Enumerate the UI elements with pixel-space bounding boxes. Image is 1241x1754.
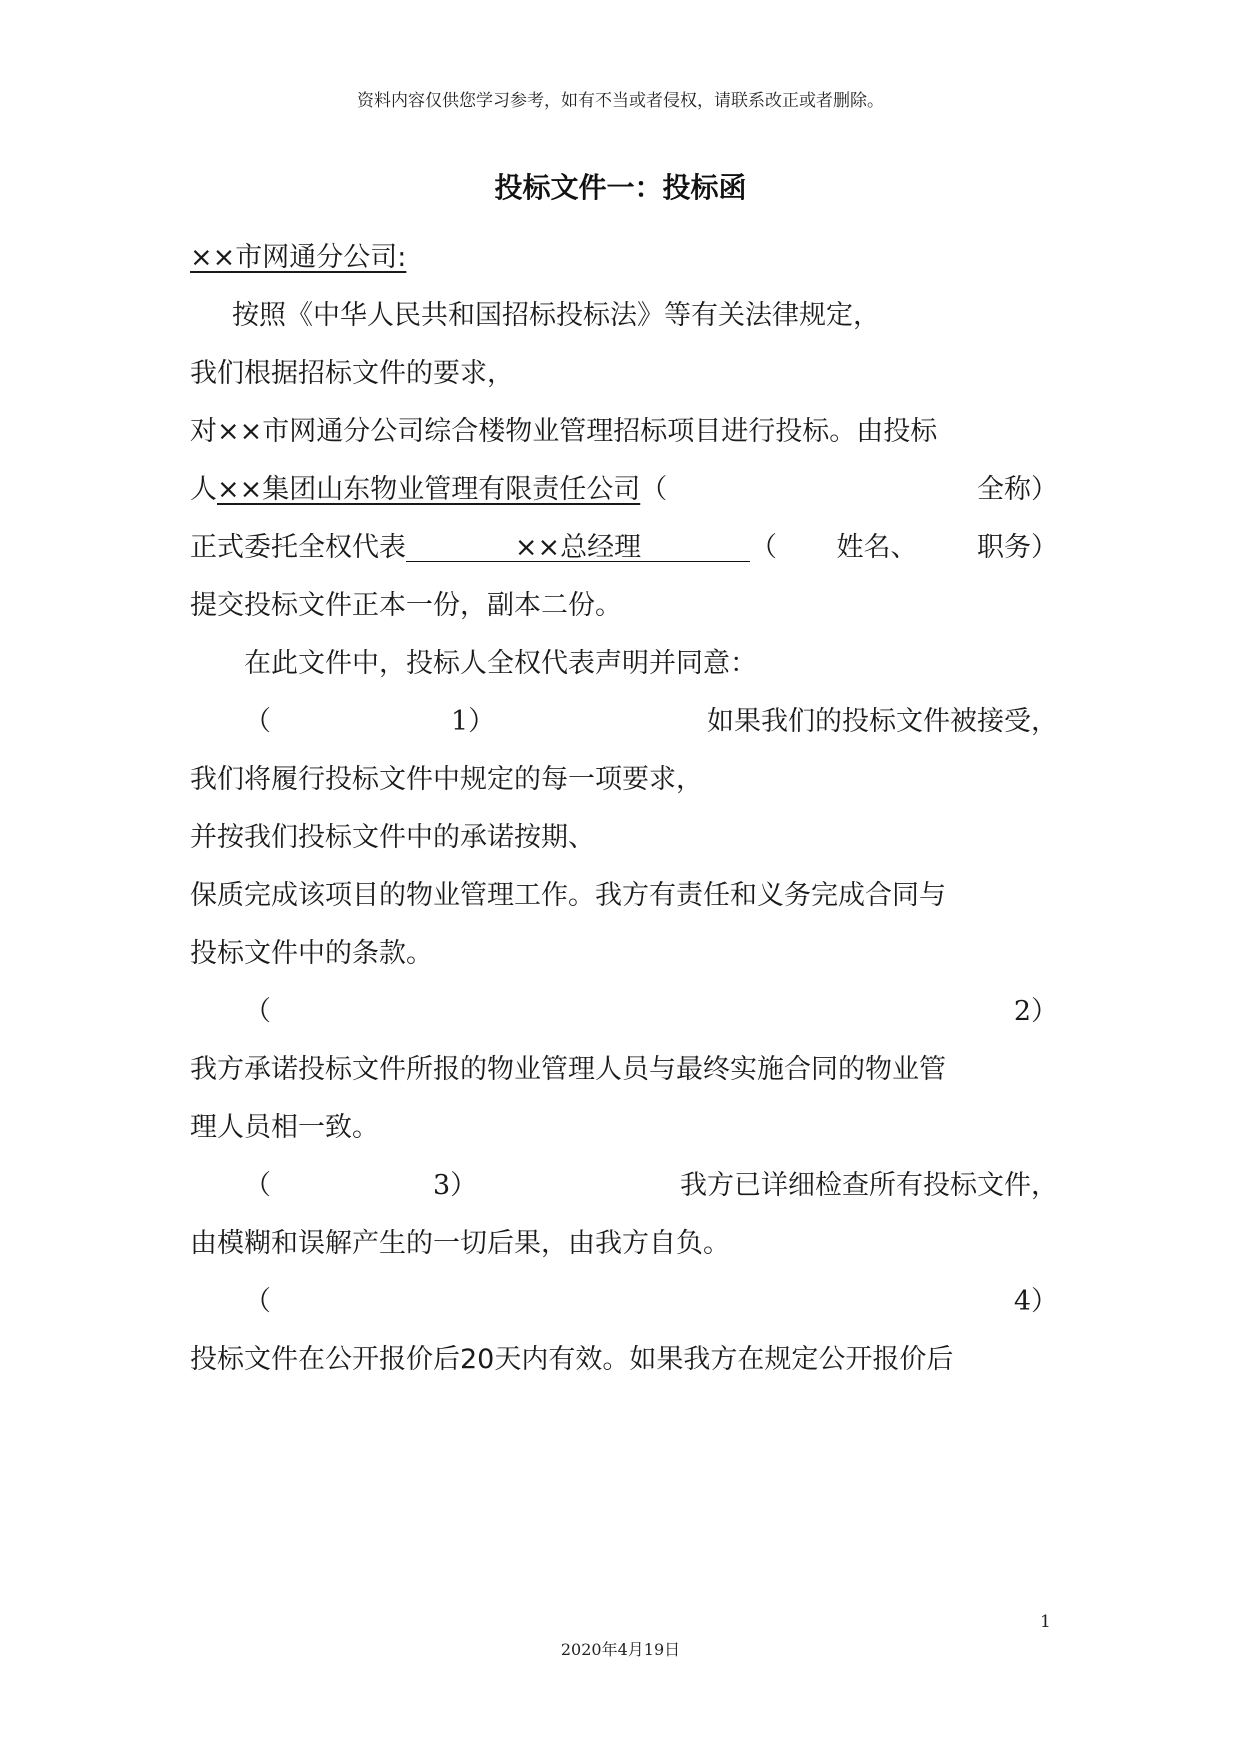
p1-line-4-left	[190, 472, 667, 508]
bidder-paren: （	[640, 474, 668, 505]
declaration-intro: 在此文件中，投标人全权代表声明并同意：	[244, 648, 757, 679]
item3-line-2: 由模糊和误解产生的一切后果，由我方自负。	[190, 1228, 730, 1259]
document-title: 投标文件一：投标函	[494, 171, 747, 204]
addressee-line	[190, 240, 406, 276]
item1-paren: （	[244, 706, 271, 737]
footer-date: 2020年4月19日	[560, 1640, 681, 1659]
item2-paren: （	[244, 996, 271, 1027]
role-note: 职务）	[977, 532, 1058, 563]
addressee: ××市网通分公司:	[190, 242, 407, 273]
p1-line-6: 提交投标文件正本一份，副本二份。	[190, 590, 622, 621]
item3-number: 3）	[433, 1170, 478, 1201]
item1-number: 1）	[451, 706, 496, 737]
bidder-prefix: 人	[190, 474, 217, 505]
item1-line-5: 投标文件中的条款。	[190, 938, 433, 969]
item3-text-1: 我方已详细检查所有投标文件，	[680, 1170, 1058, 1201]
item4-line-2: 投标文件在公开报价后20天内有效。如果我方在规定公开报价后	[190, 1344, 954, 1375]
p1-line-5-left	[190, 530, 777, 566]
representative-label: 正式委托全权代表	[190, 532, 406, 563]
p1-line-1: 按照《中华人民共和国招标投标法》等有关法律规定，	[232, 300, 880, 331]
item3-paren: （	[244, 1170, 271, 1201]
item2-line-3: 理人员相一致。	[190, 1112, 379, 1143]
p1-line-5	[190, 530, 1058, 566]
name-note: 姓名、	[836, 532, 918, 563]
page-number: 1	[1040, 1612, 1051, 1632]
item1-line-4: 保质完成该项目的物业管理工作。我方有责任和义务完成合同与	[190, 880, 946, 911]
p1-line-2: 我们根据招标文件的要求，	[190, 358, 514, 389]
item1-text-1: 如果我们的投标文件被接受，	[707, 706, 1058, 737]
item1-line-1	[244, 704, 1058, 740]
representative-paren: （	[750, 532, 777, 563]
item2-line-2: 我方承诺投标文件所报的物业管理人员与最终实施合同的物业管	[190, 1054, 946, 1085]
p1-line-4	[190, 472, 1058, 508]
bidder-company: ××集团山东物业管理有限责任公司	[217, 474, 641, 505]
item4-line-1	[244, 1284, 1058, 1320]
item4-paren: （	[244, 1286, 271, 1317]
fullname-note: 全称）	[977, 474, 1058, 505]
representative-field: ××总经理	[406, 530, 750, 562]
p1-line-3: 对××市网通分公司综合楼物业管理招标项目进行投标。由投标	[190, 416, 938, 447]
item2-number: 2）	[1013, 996, 1058, 1027]
header-disclaimer: 资料内容仅供您学习参考，如有不当或者侵权，请联系改正或者删除。	[357, 91, 884, 111]
item1-line-2: 我们将履行投标文件中规定的每一项要求，	[190, 764, 703, 795]
item3-line-1	[244, 1168, 1058, 1204]
item4-number: 4）	[1013, 1286, 1058, 1317]
item2-line-1	[244, 994, 1058, 1030]
item1-line-3: 并按我们投标文件中的承诺按期、	[190, 822, 595, 853]
